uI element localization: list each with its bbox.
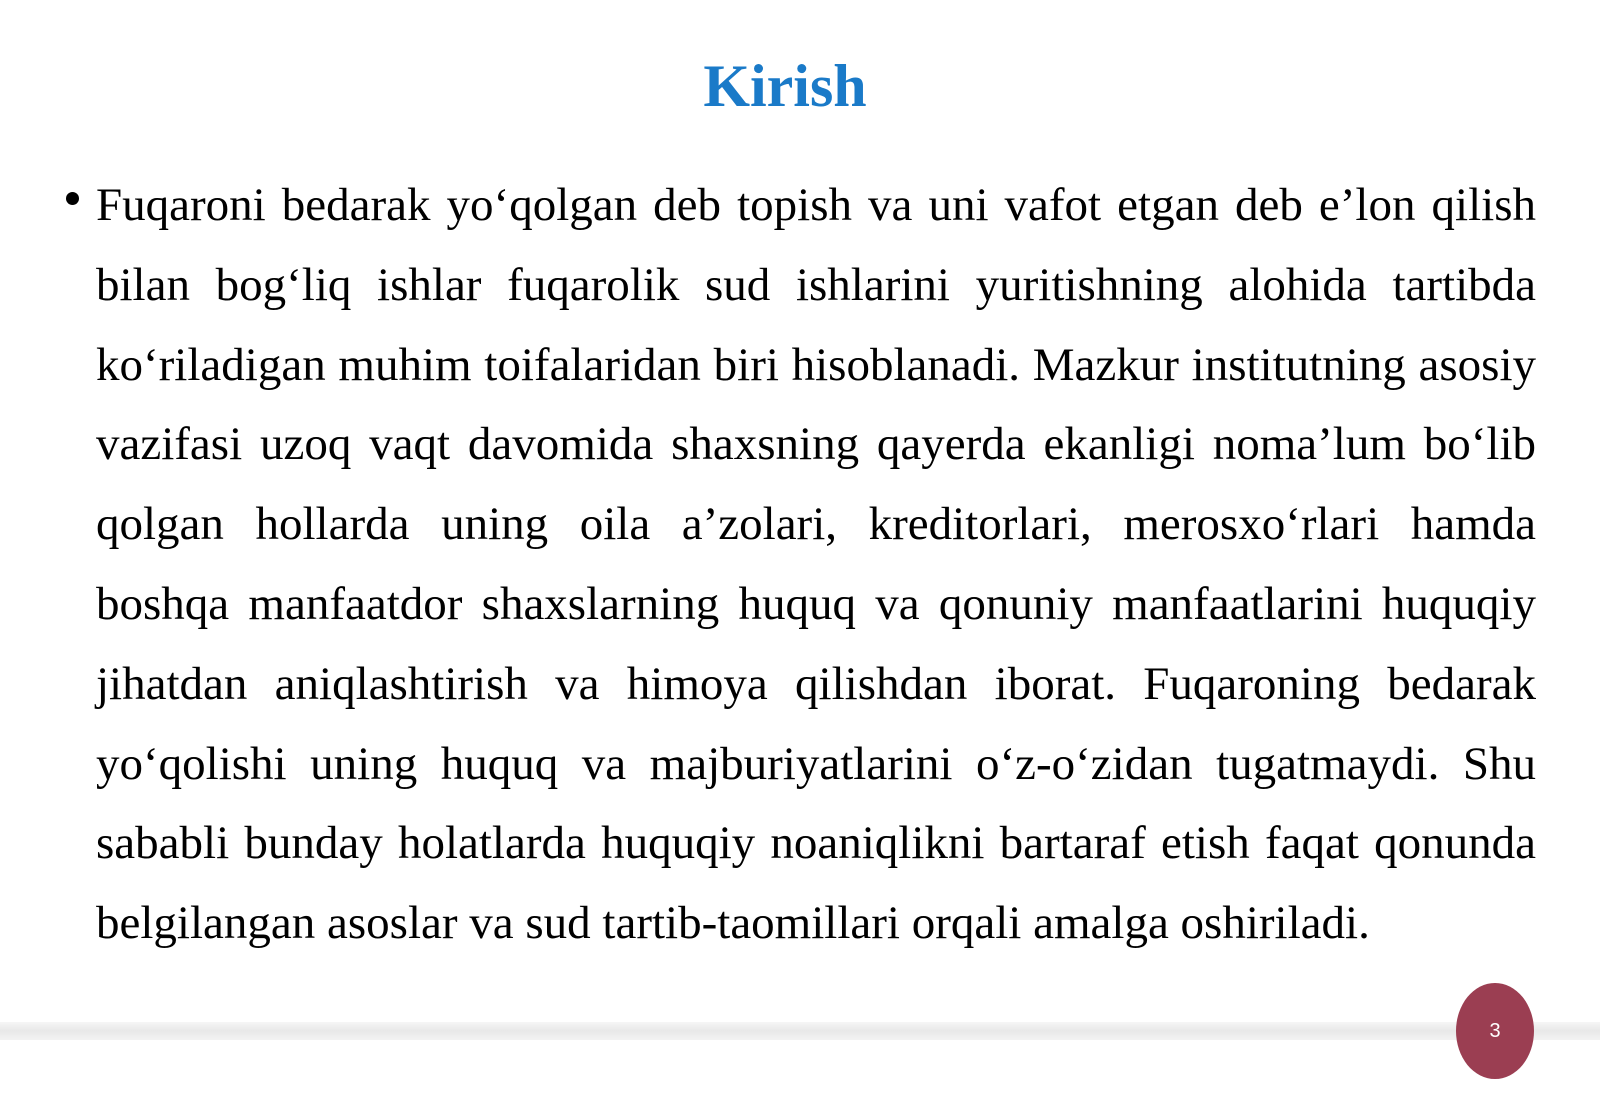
slide-body — [62, 166, 1536, 964]
slide-title: Kirish — [703, 53, 867, 119]
bullet-text: Fuqaroni bedarak yo‘qolgan deb topish va uni vafot etgan deb e’lon qilish bilan bog‘liq ishlar fuqarolik sud ishlarini yuritishning alohida tartibda ko‘riladigan muhim toifalaridan biri hisoblanadi. Mazkur institutning asosiy vazifasi uzoq vaqt davomida shaxsning qayerda ekanligi noma’lum bo‘lib qolgan hollarda uning oila a’zolari, kreditorlari, merosxo‘rlari hamda boshqa manfaatdor shaxslarning huquq va qonuniy manfaatlarini huquqiy jihatdan aniqlashtirish va himoya qilishdan iborat. Fuqaroning bedarak yo‘qolishi uning huquq va majburiyatlarini o‘z-o‘zidan tugatmaydi. Shu sababli bunday holatlarda huquqiy noaniqlikni bartaraf etish faqat qonunda belgilangan asoslar va sud tartib-taomillari orqali amalga oshiriladi. — [96, 179, 1536, 950]
footer-band — [0, 1022, 1600, 1040]
page-number-badge — [1456, 983, 1534, 1079]
page-number: 3 — [1489, 1019, 1501, 1042]
bullet-icon — [66, 192, 79, 205]
bullet-item — [62, 166, 1536, 964]
